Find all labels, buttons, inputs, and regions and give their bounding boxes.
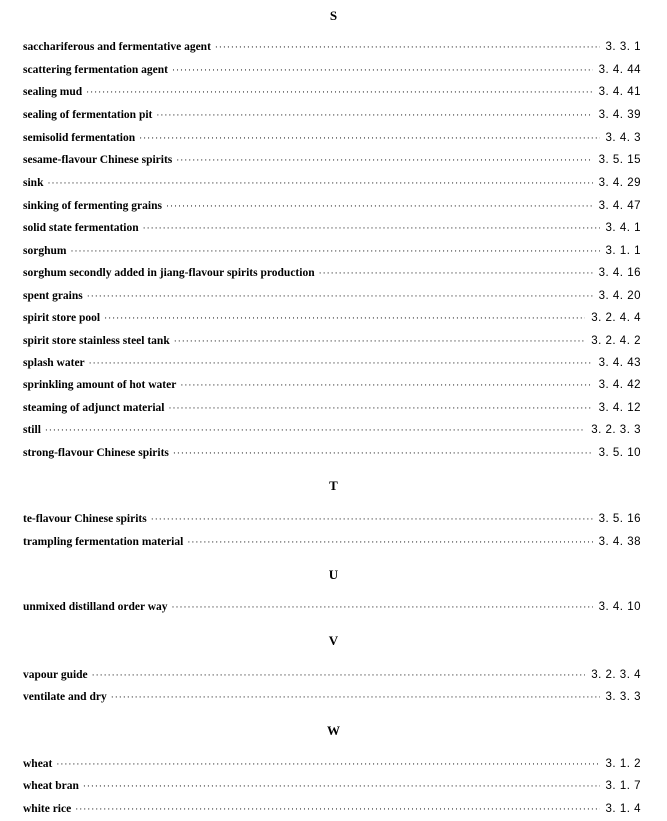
entry-term: unmixed distilland order way — [23, 601, 168, 613]
index-entry — [23, 107, 641, 123]
dot-leader — [70, 243, 599, 259]
dot-leader — [86, 84, 593, 100]
dot-leader — [139, 130, 599, 146]
entry-ref: 3. 1. 7 — [605, 780, 641, 792]
index-entry — [23, 243, 641, 259]
index-entry — [23, 534, 641, 550]
entry-term: semisolid fermentation — [23, 132, 136, 144]
entry-ref: 3. 4. 10 — [598, 601, 641, 613]
section-heading-v: V — [328, 633, 339, 648]
entry-ref: 3. 4. 3 — [605, 132, 641, 144]
entry-term: te-flavour Chinese spirits — [23, 513, 147, 525]
entry-term: sinking of fermenting grains — [23, 200, 162, 212]
entry-term: ventilate and dry — [23, 691, 107, 703]
section-heading-s: S — [329, 8, 338, 23]
index-entry — [23, 333, 641, 349]
entry-ref: 3. 5. 15 — [598, 154, 641, 166]
entry-ref: 3. 5. 16 — [598, 513, 641, 525]
index-entry — [23, 130, 641, 146]
dot-leader — [173, 445, 593, 461]
dot-leader — [87, 288, 593, 304]
entry-term: wheat bran — [23, 780, 79, 792]
entry-term: sealing mud — [23, 86, 83, 98]
index-entry — [23, 377, 641, 393]
entry-ref: 3. 4. 42 — [598, 379, 641, 391]
entry-ref: 3. 4. 20 — [598, 290, 641, 302]
entry-ref: 3. 4. 44 — [598, 64, 641, 76]
entry-ref: 3. 2. 4. 4 — [591, 312, 641, 324]
dot-leader — [174, 333, 586, 349]
entry-term: sorghum — [23, 245, 67, 257]
dot-leader — [83, 778, 600, 794]
entry-ref: 3. 5. 10 — [598, 447, 641, 459]
index-entry — [23, 400, 641, 416]
index-entry — [23, 756, 641, 772]
entry-ref: 3. 4. 16 — [598, 267, 641, 279]
entry-term: trampling fermentation material — [23, 536, 184, 548]
index-entry — [23, 39, 641, 55]
entry-ref: 3. 3. 1 — [605, 41, 641, 53]
dot-leader — [75, 801, 599, 817]
index-entry — [23, 422, 641, 438]
entry-term: white rice — [23, 803, 72, 815]
entry-ref: 3. 2. 3. 4 — [591, 669, 641, 681]
dot-leader — [187, 534, 592, 550]
index-entry — [23, 599, 641, 615]
index-entry — [23, 288, 641, 304]
index-entry — [23, 801, 641, 817]
dot-leader — [156, 107, 592, 123]
entry-term: sesame-flavour Chinese spirits — [23, 154, 173, 166]
entry-term: spirit store pool — [23, 312, 101, 324]
entry-ref: 3. 4. 38 — [598, 536, 641, 548]
entry-ref: 3. 2. 3. 3 — [591, 424, 641, 436]
entry-term: sorghum secondly added in jiang-flavour spirits production — [23, 267, 315, 279]
dot-leader — [319, 265, 593, 281]
entry-term: sprinkling amount of hot water — [23, 379, 177, 391]
dot-leader — [180, 377, 592, 393]
entry-ref: 3. 4. 29 — [598, 177, 641, 189]
entry-term: still — [23, 424, 41, 436]
index-entry — [23, 198, 641, 214]
entry-ref: 3. 4. 47 — [598, 200, 641, 212]
index-entry — [23, 355, 641, 371]
index-entry — [23, 265, 641, 281]
entry-ref: 3. 1. 1 — [605, 245, 641, 257]
dot-leader — [45, 422, 585, 438]
entry-term: wheat — [23, 758, 53, 770]
dot-leader — [215, 39, 600, 55]
entry-term: strong-flavour Chinese spirits — [23, 447, 169, 459]
entry-ref: 3. 1. 2 — [605, 758, 641, 770]
dot-leader — [89, 355, 593, 371]
entry-ref: 3. 2. 4. 2 — [591, 335, 641, 347]
entry-ref: 3. 3. 3 — [605, 691, 641, 703]
entry-ref: 3. 4. 12 — [598, 402, 641, 414]
index-entry — [23, 445, 641, 461]
entry-ref: 3. 4. 1 — [605, 222, 641, 234]
index-entry — [23, 667, 641, 683]
dot-leader — [176, 152, 592, 168]
dot-leader — [104, 310, 585, 326]
entry-term: sealing of fermentation pit — [23, 109, 153, 121]
entry-term: solid state fermentation — [23, 222, 139, 234]
index-entry — [23, 84, 641, 100]
index-entry — [23, 175, 641, 191]
entry-term: spent grains — [23, 290, 83, 302]
dot-leader — [166, 198, 593, 214]
dot-leader — [151, 511, 593, 527]
entry-term: splash water — [23, 357, 85, 369]
index-entry — [23, 511, 641, 527]
index-entry — [23, 220, 641, 236]
entry-ref: 3. 4. 41 — [598, 86, 641, 98]
dot-leader — [169, 400, 593, 416]
entry-ref: 3. 4. 39 — [598, 109, 641, 121]
dot-leader — [56, 756, 599, 772]
section-heading-t: T — [329, 478, 338, 493]
entry-ref: 3. 4. 43 — [598, 357, 641, 369]
index-entry — [23, 62, 641, 78]
index-entry — [23, 310, 641, 326]
entry-term: sink — [23, 177, 44, 189]
index-entry — [23, 778, 641, 794]
dot-leader — [47, 175, 592, 191]
entry-term: spirit store stainless steel tank — [23, 335, 170, 347]
section-heading-w: W — [327, 723, 340, 738]
index-entry — [23, 152, 641, 168]
entry-ref: 3. 1. 4 — [605, 803, 641, 815]
dot-leader — [92, 667, 586, 683]
section-heading-u: U — [328, 567, 339, 582]
entry-term: vapour guide — [23, 669, 88, 681]
entry-term: steaming of adjunct material — [23, 402, 165, 414]
dot-leader — [111, 689, 600, 705]
index-entry — [23, 689, 641, 705]
dot-leader — [172, 599, 593, 615]
dot-leader — [143, 220, 600, 236]
dot-leader — [172, 62, 593, 78]
entry-term: scattering fermentation agent — [23, 64, 168, 76]
entry-term: sacchariferous and fermentative agent — [23, 41, 211, 53]
